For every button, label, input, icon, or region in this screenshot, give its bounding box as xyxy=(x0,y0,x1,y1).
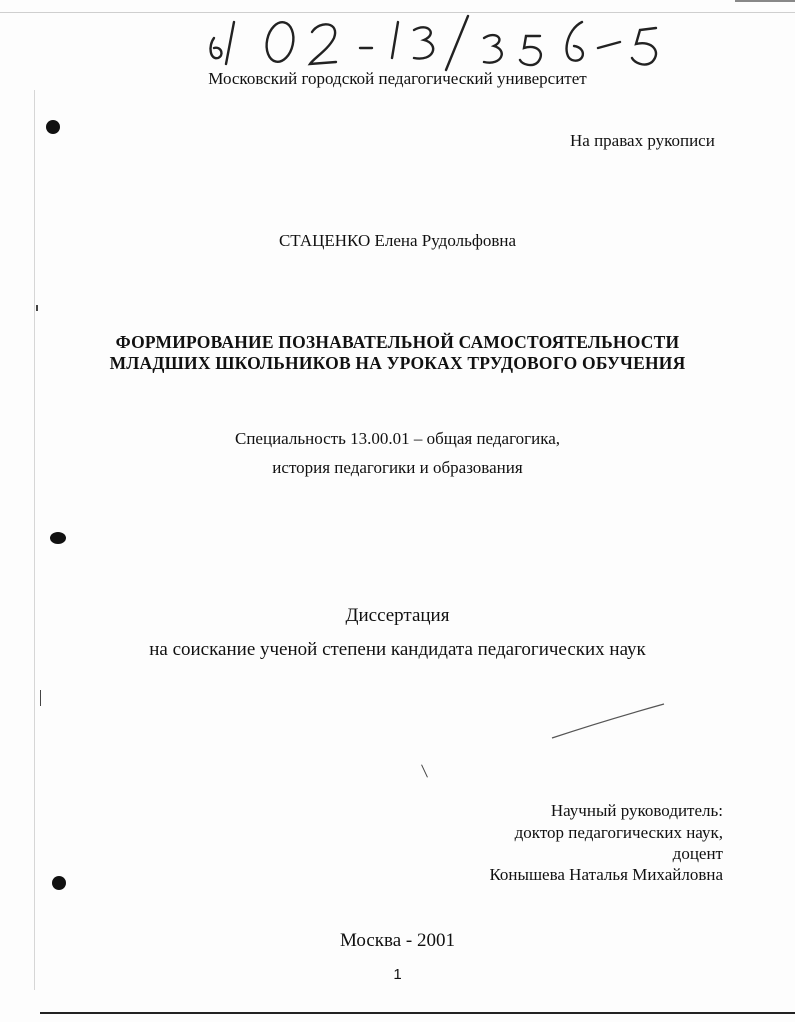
work-type: Диссертация xyxy=(345,605,450,626)
specialty-line-1: Специальность 13.00.01 – общая педагогика, xyxy=(235,429,560,448)
title-line-1: ФОРМИРОВАНИЕ ПОЗНАВАТЕЛЬНОЙ САМОСТОЯТЕЛЬНОСТИ xyxy=(115,332,680,352)
scan-edge-left xyxy=(34,90,35,990)
binder-hole-1 xyxy=(46,120,60,134)
supervisor-label: Научный руководитель: xyxy=(550,801,723,820)
specialty-line-2: история педагогики и образования xyxy=(272,458,523,477)
city-year: Москва - 2001 xyxy=(339,930,456,951)
scan-speck xyxy=(40,690,41,706)
degree-statement: на соискание ученой степени кандидата педагогических наук xyxy=(149,639,646,660)
binder-hole-3 xyxy=(52,876,66,890)
author-name: СТАЦЕНКО Елена Рудольфовна xyxy=(278,231,517,250)
scan-corner-mark xyxy=(735,0,795,12)
scan-speck xyxy=(36,305,38,311)
pen-stroke xyxy=(548,700,668,745)
university-name: Московский городской педагогический университет xyxy=(208,69,587,88)
binder-hole-2 xyxy=(50,532,66,544)
title-line-2: МЛАДШИХ ШКОЛЬНИКОВ НА УРОКАХ ТРУДОВОГО ОБУЧЕНИЯ xyxy=(109,353,686,373)
supervisor-name: Конышева Наталья Михайловна xyxy=(489,865,723,884)
supervisor-rank: доцент xyxy=(672,844,723,863)
page-number: 1 xyxy=(393,966,402,983)
manuscript-rights-note: На правах рукописи xyxy=(570,131,715,150)
scan-speck xyxy=(421,764,428,777)
supervisor-degree: доктор педагогических наук, xyxy=(514,823,723,842)
scan-edge-bottom xyxy=(40,1012,795,1014)
